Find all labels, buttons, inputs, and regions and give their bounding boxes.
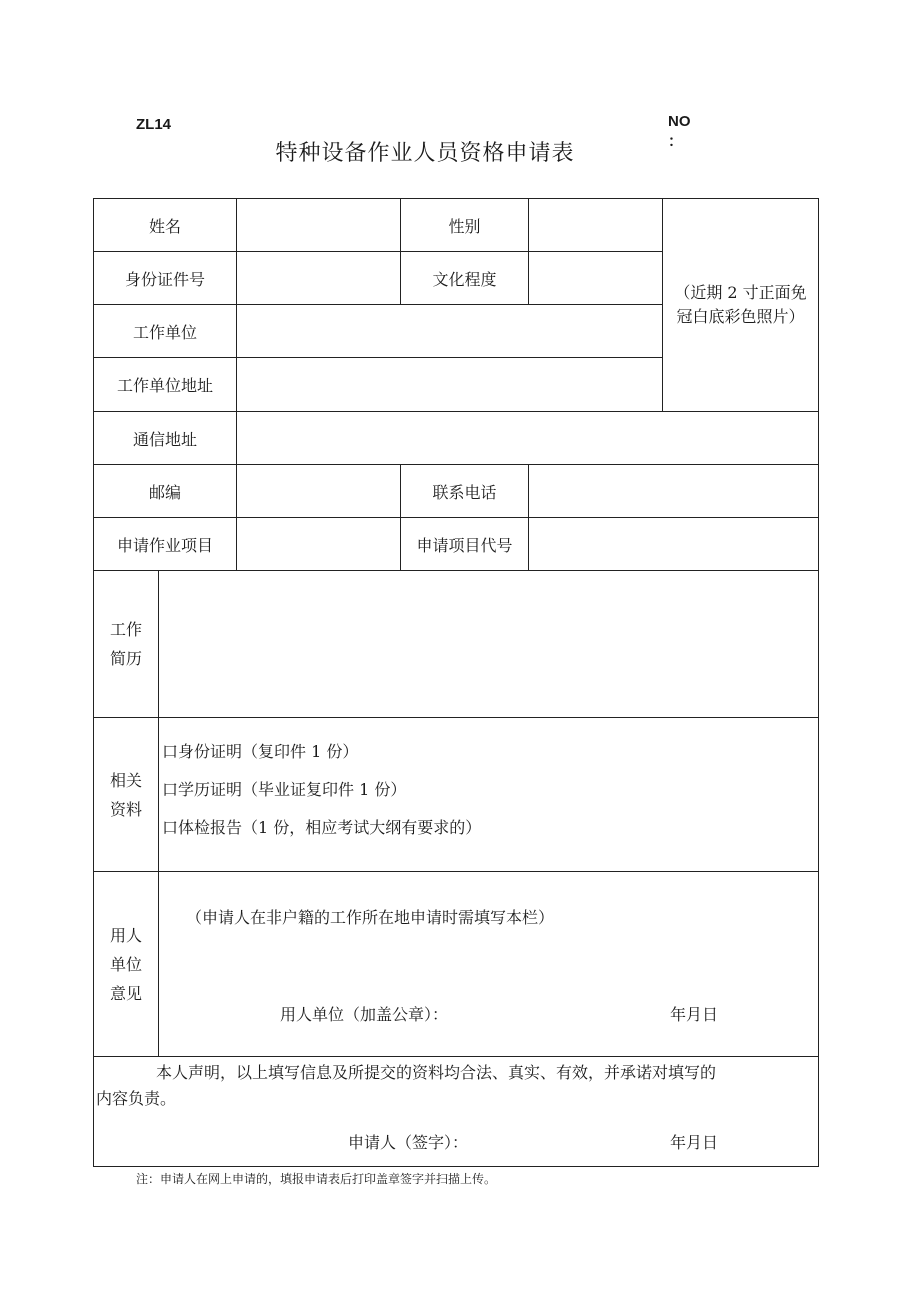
employer-date-label: 年月日 — [670, 1005, 719, 1024]
name-label: 姓名 — [93, 198, 237, 252]
employer-opinion-hint: （申请人在非户籍的工作所在地申请时需填写本栏） — [186, 908, 555, 927]
material-id-proof-checkbox[interactable]: 口身份证明（复印件 1 份） — [162, 742, 359, 761]
education-label: 文化程度 — [400, 251, 529, 305]
postcode-label: 邮编 — [93, 464, 237, 518]
phone-field[interactable] — [528, 464, 819, 518]
materials-label-line-2: 资料 — [109, 799, 142, 819]
employer-address-label: 工作单位地址 — [93, 357, 237, 412]
mailing-address-label: 通信地址 — [93, 411, 237, 465]
employer-label: 工作单位 — [93, 304, 237, 358]
postcode-field[interactable] — [236, 464, 401, 518]
serial-no-label — [668, 112, 691, 152]
serial-no-text: NO — [668, 113, 691, 130]
material-medical-report-checkbox[interactable]: 口体检报告（1 份，相应考试大纲有要求的） — [162, 818, 482, 837]
footnote: 注：申请人在网上申请的，填报申请表后打印盖章签字并扫描上传。 — [136, 1172, 497, 1186]
work-history-label — [93, 570, 159, 718]
materials-label — [93, 717, 159, 872]
gender-label: 性别 — [400, 198, 529, 252]
photo-box[interactable] — [662, 198, 819, 412]
name-field[interactable] — [236, 198, 401, 252]
employer-opinion-label-line-3: 意见 — [109, 983, 142, 1003]
employer-opinion-label-line-2: 单位 — [109, 954, 142, 974]
declaration-line-2: 内容负责。 — [96, 1089, 177, 1108]
employer-opinion-label — [93, 871, 159, 1057]
employer-seal-label: 用人单位（加盖公章）： — [280, 1005, 449, 1024]
phone-label: 联系电话 — [400, 464, 529, 518]
item-code-field[interactable] — [528, 517, 819, 571]
employer-opinion-box[interactable] — [158, 871, 819, 1057]
gender-field[interactable] — [528, 198, 663, 252]
applicant-signature-label: 申请人（签字）： — [348, 1133, 469, 1152]
id-number-label: 身份证件号 — [93, 251, 237, 305]
work-history-label-line-1: 工作 — [109, 620, 142, 639]
work-history-label-line-2: 简历 — [109, 649, 142, 668]
photo-hint-line-1: （近期 2 寸正面免 — [674, 283, 807, 302]
item-code-label: 申请项目代号 — [400, 517, 529, 571]
page-title: 特种设备作业人员资格申请表 — [275, 141, 575, 166]
employer-address-field[interactable] — [236, 357, 663, 412]
employer-opinion-label-line-1: 用人 — [109, 925, 142, 945]
photo-hint-line-2: 冠白底彩色照片） — [676, 307, 805, 326]
work-history-field[interactable] — [158, 570, 819, 718]
form-code: ZL14 — [136, 116, 172, 133]
job-item-field[interactable] — [236, 517, 401, 571]
employer-field[interactable] — [236, 304, 663, 358]
material-education-proof-checkbox[interactable]: 口学历证明（毕业证复印件 1 份） — [162, 780, 407, 799]
education-field[interactable] — [528, 251, 663, 305]
mailing-address-field[interactable] — [236, 411, 819, 465]
declaration-line-1: 本人声明，以上填写信息及所提交的资料均合法、真实、有效，并承诺对填写的 — [156, 1063, 717, 1082]
serial-no-colon: ： — [668, 133, 684, 150]
materials-label-line-1: 相关 — [109, 770, 142, 790]
job-item-label: 申请作业项目 — [93, 517, 237, 571]
applicant-date-label: 年月日 — [670, 1133, 719, 1152]
id-number-field[interactable] — [236, 251, 401, 305]
